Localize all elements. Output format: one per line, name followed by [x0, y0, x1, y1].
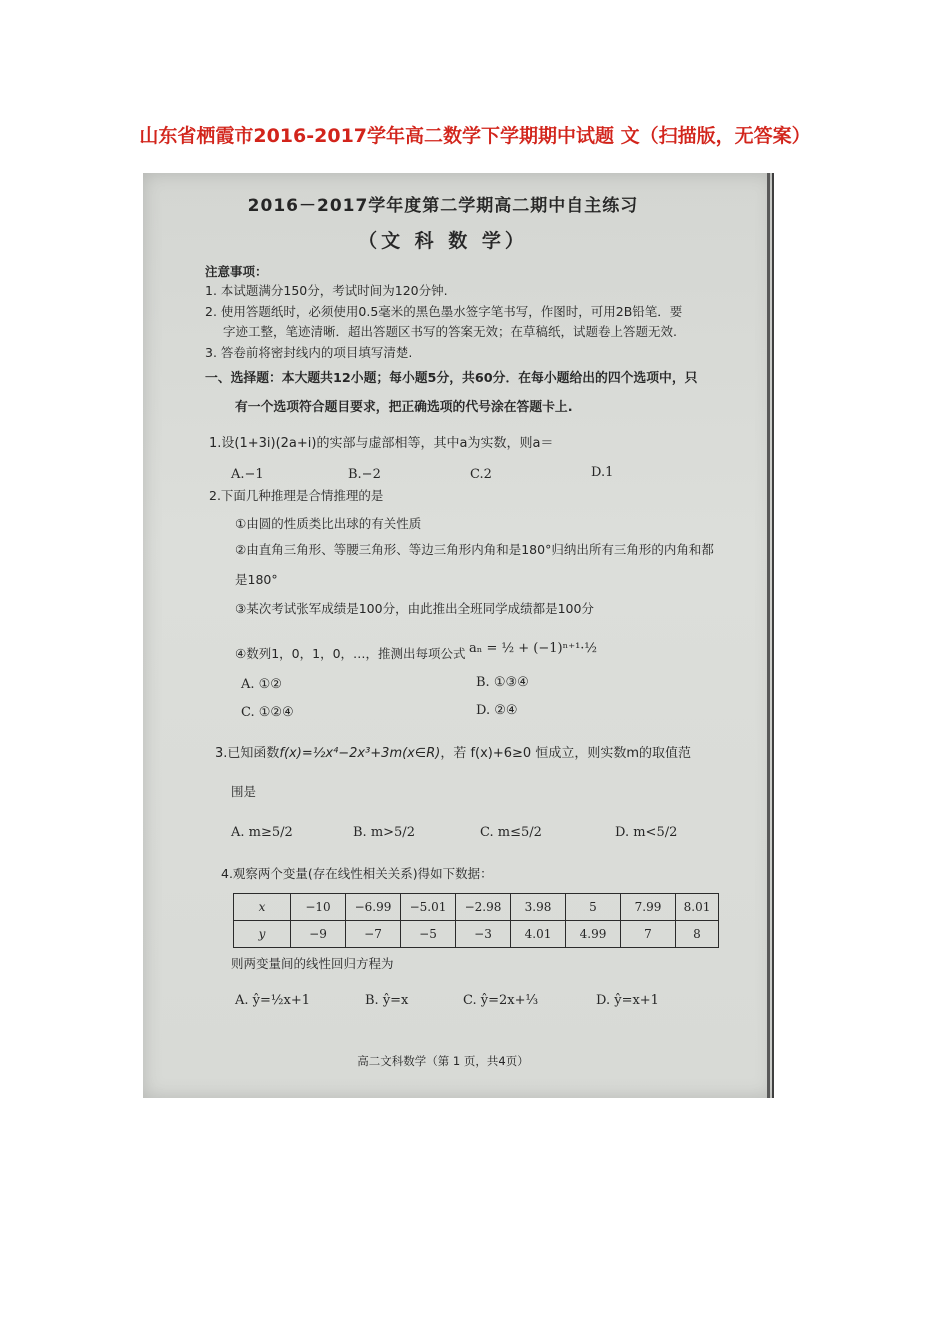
table-cell: y [234, 921, 291, 948]
q3-option-c: C. m≤5/2 [480, 825, 542, 840]
table-cell: −9 [291, 921, 346, 948]
page-footer: 高二文科数学（第 1 页，共4页） [357, 1054, 529, 1068]
table-cell: x [234, 894, 291, 921]
q2-item: ①由圆的性质类比出球的有关性质 [235, 516, 422, 531]
q4-option-b: B. ŷ=x [365, 993, 409, 1008]
table-cell: −10 [291, 894, 346, 921]
q3-option-a: A. m≥5/2 [231, 825, 293, 840]
q2-item: ③某次考试张军成绩是100分，由此推出全班同学成绩都是100分 [235, 601, 594, 616]
question-3-stem [215, 745, 691, 763]
q2-option-b: B. ①③④ [476, 675, 529, 690]
table-row [234, 921, 719, 948]
table-cell: −7 [346, 921, 401, 948]
q3-function-formula: f(x)=½x⁴−2x³+3m(x∈R) [279, 746, 441, 761]
data-table [233, 893, 719, 948]
notice-line: 字迹工整，笔迹清晰．超出答题区书写的答案无效；在草稿纸，试题卷上答题无效. [223, 324, 677, 339]
q2-formula: aₙ = ½ + (−1)ⁿ⁺¹·½ [469, 641, 598, 656]
table-cell: 5 [566, 894, 621, 921]
q3-option-b: B. m>5/2 [353, 825, 415, 840]
exam-subtitle: （文 科 数 学） [358, 230, 528, 252]
q4-option-a: A. ŷ=½x+1 [235, 993, 310, 1008]
q2-option-c: C. ①②④ [241, 705, 294, 720]
section-heading: 一、选择题：本大题共12小题；每小题5分，共60分．在每小题给出的四个选项中，只 [205, 371, 698, 386]
table-cell: −6.99 [346, 894, 401, 921]
q1-option-c: C.2 [470, 467, 492, 482]
table-cell: −5.01 [401, 894, 456, 921]
question-2-stem: 2.下面几种推理是合情推理的是 [209, 488, 384, 503]
table-cell: 7.99 [621, 894, 676, 921]
notice-line: 2. 使用答题纸时，必须使用0.5毫米的黑色墨水签字笔书写，作图时，可用2B铅笔．要 [205, 304, 683, 319]
table-cell: −2.98 [456, 894, 511, 921]
q4-option-c: C. ŷ=2x+⅓ [463, 993, 539, 1008]
q1-option-a: A.−1 [231, 467, 264, 482]
q3-option-d: D. m<5/2 [615, 825, 678, 840]
q2-item: ④数列1，0，1，0，…，推测出每项公式 [235, 646, 466, 661]
q4-option-d: D. ŷ=x+1 [596, 993, 659, 1008]
notice-heading: 注意事项： [205, 264, 268, 279]
table-cell: −3 [456, 921, 511, 948]
q1-option-b: B.−2 [348, 467, 381, 482]
table-cell: 8.01 [676, 894, 719, 921]
q1-option-d: D.1 [591, 465, 614, 480]
question-4-stem: 4.观察两个变量(存在线性相关关系)得如下数据： [221, 866, 493, 881]
table-cell: 8 [676, 921, 719, 948]
exam-title: 2016－2017学年度第二学期高二期中自主练习 [247, 196, 639, 216]
section-heading-cont: 有一个选项符合题目要求，把正确选项的代号涂在答题卡上. [235, 400, 573, 415]
q2-item: 是180° [235, 572, 278, 587]
q2-option-a: A. ①② [241, 677, 282, 692]
notice-line: 1. 本试题满分150分，考试时间为120分钟. [205, 283, 448, 298]
q2-option-d: D. ②④ [476, 703, 518, 718]
notice-line: 3. 答卷前将密封线内的项目填写清楚. [205, 345, 413, 360]
document-title: 山东省栖霞市2016-2017学年高二数学下学期期中试题 文（扫描版，无答案） [139, 125, 811, 147]
question-1-stem: 1.设(1+3i)(2a+i)的实部与虚部相等，其中a为实数，则a＝ [209, 436, 554, 451]
page-edge-shadow [772, 173, 774, 1098]
q4-followup: 则两变量间的线性回归方程为 [231, 956, 394, 971]
q2-item: ②由直角三角形、等腰三角形、等边三角形内角和是180°归纳出所有三角形的内角和都 [235, 542, 714, 557]
table-cell: 4.99 [566, 921, 621, 948]
q3-stem-suffix: ，若 f(x)+6≥0 恒成立，则实数m的取值范 [440, 746, 691, 761]
page-edge-shadow [767, 173, 770, 1098]
q3-stem-prefix: 3.已知函数 [215, 746, 280, 761]
table-cell: 7 [621, 921, 676, 948]
scanned-exam-page [143, 173, 774, 1098]
table-cell: 3.98 [511, 894, 566, 921]
table-row [234, 894, 719, 921]
table-cell: −5 [401, 921, 456, 948]
q3-stem-line2: 围是 [231, 784, 257, 799]
table-cell: 4.01 [511, 921, 566, 948]
